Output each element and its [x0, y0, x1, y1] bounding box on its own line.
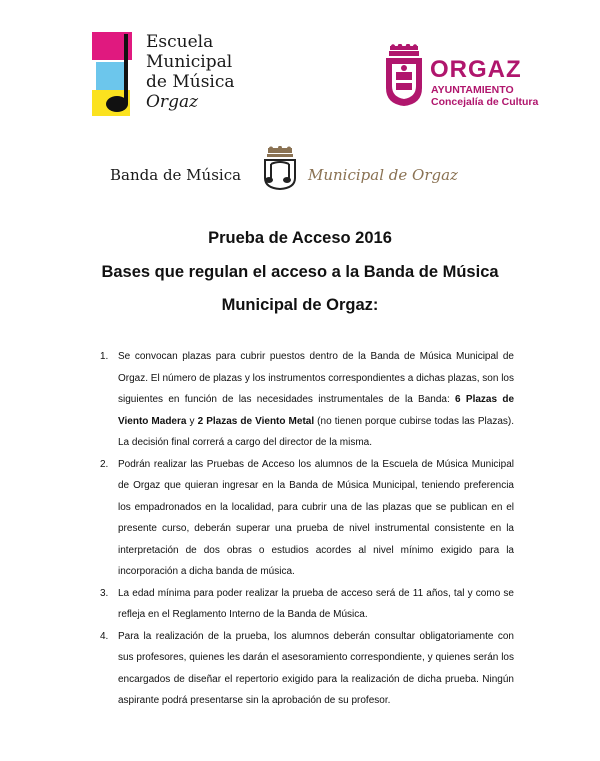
list-item-text: Se convocan plazas para cubrir puestos dentro de la Banda de Música Municipal de Orgaz. El número de plazas y los instrumentos correspondientes a dichas plazas, son los siguientes en función de las necesidades instrumentales de la Banda:: [118, 351, 514, 405]
list-item-text: (no tienen porque cubirse todas las Plazas). La decisión final correrá a cargo del director de la misma.: [118, 415, 514, 448]
title-line-3: Municipal de Orgaz:: [221, 296, 379, 314]
list-item-text: y: [186, 415, 198, 427]
title-line-1: Prueba de Acceso 2016: [208, 229, 392, 247]
list-item-text: Podrán realizar las Pruebas de Acceso los alumnos de la Escuela de Música Municipal de Orgaz que quieran ingresar en la Banda de Música Municipal, teniendo preferencia los empadronados en la localidad, para cubrir una de las plazas que se publican en el presente curso, deberán superar una prueba de nivel instrumental consistente en la interpretación de dos obras o estudios acordes al nivel mínimo exigido para la incorporación a dicha banda de música.: [118, 458, 514, 577]
list-item-bold: 2 Plazas de Viento Metal: [197, 415, 315, 427]
banda-logo-left-text: Banda de Música: [110, 166, 242, 184]
escuela-line-3: de Música: [146, 72, 235, 92]
escuela-line-4: Orgaz: [146, 92, 199, 112]
orgaz-ayuntamiento: AYUNTAMIENTO: [431, 84, 514, 96]
list-item-text: Para la realización de la prueba, los alumnos deberán consultar obligatoriamente con sus profesores, quienes les darán el asesoramiento correspondiente, y quienes serán los encargados de diseñar el repertorio exigido para la realización de dicha prueba. Ningún aspirante podrá presentarse sin la aprobación de su profesor.: [118, 630, 514, 706]
list-item-number: 1.: [100, 351, 109, 362]
orgaz-name: ORGAZ: [430, 56, 522, 83]
banda-logo-right-text: Municipal de Orgaz: [308, 166, 458, 184]
music-note-icon: [98, 30, 134, 120]
escuela-line-2: Municipal: [146, 52, 233, 72]
list-item-bold: 6 Plazas de Viento Madera: [118, 394, 515, 427]
escuela-line-1: Escuela: [146, 32, 214, 52]
list-item: [82, 626, 514, 712]
list-item-number: 3.: [100, 587, 109, 599]
bases-list: [82, 346, 514, 712]
list-item-number: 2.: [100, 458, 109, 470]
list-item-text: La edad mínima para poder realizar la prueba de acceso será de 11 años, tal y como se refleja en el Reglamento Interno de la Banda de Música.: [118, 587, 514, 620]
orgaz-crest-icon: [384, 44, 424, 108]
list-item: [82, 454, 514, 583]
list-item-number: 4.: [100, 630, 109, 642]
escuela-logo-text: [146, 32, 235, 112]
orgaz-concejalia: Concejalía de Cultura: [431, 96, 539, 108]
title-line-2: Bases que regulan el acceso a la Banda de Música: [101, 263, 499, 281]
list-item: [82, 583, 514, 626]
crowned-music-shield-icon: [258, 146, 302, 190]
list-item: [82, 346, 514, 454]
